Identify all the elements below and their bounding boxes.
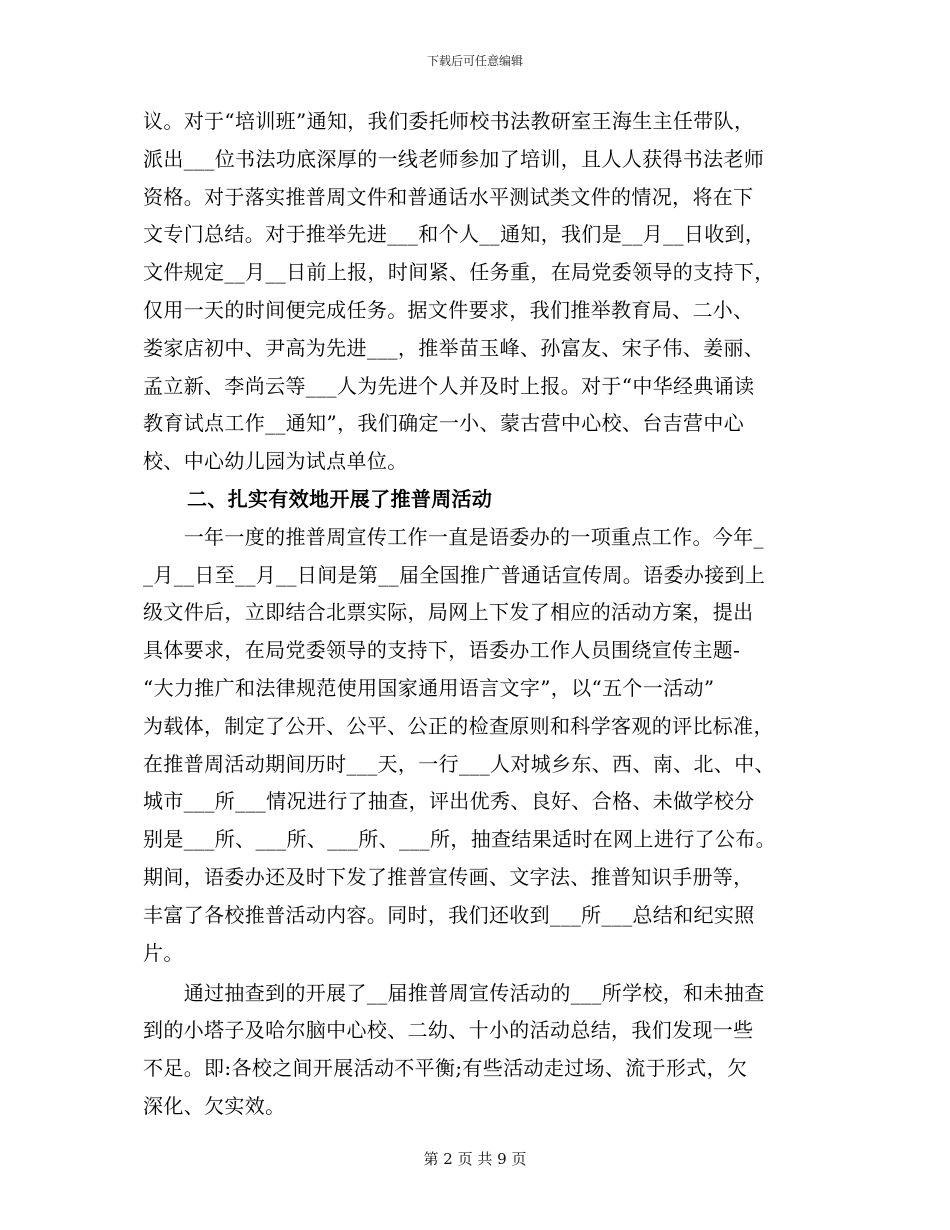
text-line: 不足。即:各校之间开展活动不平衡;有些活动走过场、流于形式，欠	[143, 1056, 748, 1081]
text-line: 为载体，制定了公开、公平、公正的检查原则和科学客观的评比标准，	[143, 713, 774, 738]
text-line: _月__日至__月__日间是第__届全国推广普通话宣传周。语委办接到上	[143, 562, 766, 587]
text-line: 校、中心幼儿园为试点单位。	[143, 449, 408, 474]
text-line: 具体要求，在局党委领导的支持下，语委办工作人员围绕宣传主题-	[143, 638, 741, 663]
text-line: 在推普周活动期间历时___天，一行___人对城乡东、西、南、北、中、	[143, 751, 775, 776]
text-line: 期间，语委办还及时下发了推普宣传画、文字法、推普知识手册等，	[143, 864, 754, 889]
text-line: 片。	[143, 940, 184, 965]
text-line: 到的小塔子及哈尔脑中心校、二幼、十小的活动总结，我们发现一些	[143, 1018, 754, 1043]
document-body	[143, 103, 807, 1126]
text-line: 别是___所、___所、___所、___所，抽查结果适时在网上进行了公布。	[143, 827, 776, 852]
text-line: 深化、欠实效。	[143, 1093, 286, 1118]
page-number-footer: 第 2 页 共 9 页	[423, 1150, 527, 1168]
text-line: 城市___所___情况进行了抽查，评出优秀、良好、合格、未做学校分	[143, 789, 755, 814]
text-line: 文件规定__月__日前上报，时间紧、任务重，在局党委领导的支持下，	[143, 260, 775, 285]
text-line: 仅用一天的时间便完成任务。据文件要求，我们推举教育局、二小、	[143, 297, 754, 322]
section-heading: 二、扎实有效地开展了推普周活动	[187, 486, 493, 511]
text-line: 议。对于“培训班”通知，我们委托师校书法教研室王海生主任带队，	[143, 109, 755, 133]
text-line: 娄家店初中、尹高为先进___，推举苗玉峰、孙富友、宋子伟、姜丽、	[143, 335, 765, 360]
page-header-note: 下载后可任意编辑	[426, 54, 523, 68]
text-line: “大力推广和法律规范使用国家通用语言文字”，以“五个一活动”	[143, 675, 715, 700]
text-line: 丰富了各校推普活动内容。同时，我们还收到___所___总结和纪实照	[143, 902, 755, 927]
text-line: 一年一度的推普周宣传工作一直是语委办的一项重点工作。今年_	[143, 524, 764, 549]
text-line: 资格。对于落实推普周文件和普通话水平测试类文件的情况，将在下	[143, 184, 754, 209]
text-line: 通过抽查到的开展了__届推普周宣传活动的___所学校，和未抽查	[143, 980, 765, 1005]
text-line: 教育试点工作__通知”，我们确定一小、蒙古营中心校、台吉营中心	[143, 411, 745, 436]
text-line: 级文件后，立即结合北票实际，局网上下发了相应的活动方案，提出	[143, 600, 754, 625]
text-line: 文专门总结。对于推举先进___和个人__通知，我们是__月__日收到，	[143, 222, 766, 247]
text-line: 孟立新、李尚云等___人为先进个人并及时上报。对于“中华经典诵读	[143, 373, 755, 398]
text-line: 派出___位书法功底深厚的一线老师参加了培训，且人人获得书法老师	[143, 146, 765, 171]
